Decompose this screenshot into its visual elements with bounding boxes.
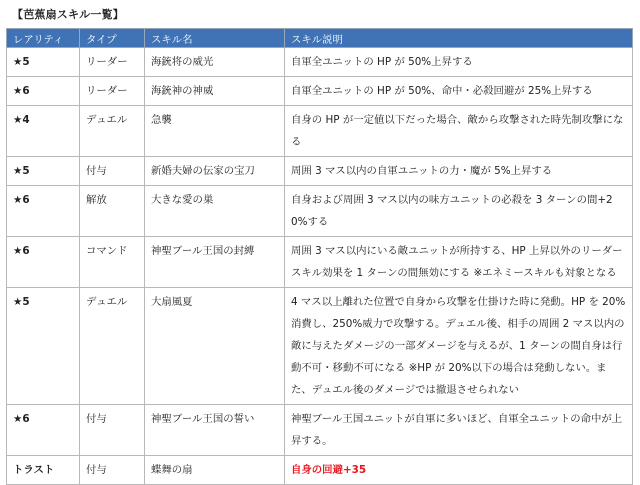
type-cell: 付与 [80,157,145,186]
column-header-rarity: レアリティ [7,29,80,48]
skill-name-cell: 大扇風夏 [145,288,285,405]
skill-description-cell: 自身の回避+35 [285,456,633,485]
skill-name-cell: 海銃神の神威 [145,77,285,106]
rarity-cell: ★6 [7,186,80,237]
table-header-row [7,29,633,48]
table-row [7,405,633,456]
rarity-cell: ★6 [7,405,80,456]
rarity-cell: ★6 [7,77,80,106]
table-row [7,288,633,405]
rarity-cell: ★6 [7,237,80,288]
skill-description-cell: 自軍全ユニットの HP が 50%、命中・必殺回避が 25%上昇する [285,77,633,106]
table-row [7,77,633,106]
rarity-cell: ★5 [7,48,80,77]
skill-description-cell: 周囲 3 マス以内にいる敵ユニットが所持する、HP 上昇以外のリーダースキル効果を 1 ターンの間無効にする ※エネミースキルも対象となる [285,237,633,288]
skill-name-cell: 蝶舞の扇 [145,456,285,485]
column-header-skill-description: スキル説明 [285,29,633,48]
type-cell: 解放 [80,186,145,237]
skill-description-cell: 神聖ブール王国ユニットが自軍に多いほど、自軍全ユニットの命中が上昇する。 [285,405,633,456]
type-cell: デュエル [80,288,145,405]
skill-name-cell: 神聖ブール王国の誓い [145,405,285,456]
type-cell: リーダー [80,77,145,106]
table-row [7,456,633,485]
skill-table [6,28,633,485]
type-cell: リーダー [80,48,145,77]
skill-description-cell: 周囲 3 マス以内の自軍ユニットの力・魔が 5%上昇する [285,157,633,186]
skill-name-cell: 神聖ブール王国の封縛 [145,237,285,288]
skill-description-cell: 自身の HP が一定値以下だった場合、敵から攻撃された時先制攻撃になる [285,106,633,157]
skill-description-cell: 自軍全ユニットの HP が 50%上昇する [285,48,633,77]
page-title: 【芭蕉扇スキル一覧】 [12,8,124,21]
skill-name-cell: 海銃将の威光 [145,48,285,77]
table-row [7,186,633,237]
skill-name-cell: 急襲 [145,106,285,157]
rarity-cell: トラスト [7,456,80,485]
type-cell: 付与 [80,456,145,485]
table-row [7,48,633,77]
skill-name-cell: 新婚夫婦の伝家の宝刀 [145,157,285,186]
skill-name-cell: 大きな愛の巣 [145,186,285,237]
rarity-cell: ★4 [7,106,80,157]
type-cell: コマンド [80,237,145,288]
type-cell: 付与 [80,405,145,456]
column-header-type: タイプ [80,29,145,48]
table-row [7,237,633,288]
table-row [7,106,633,157]
column-header-skill-name: スキル名 [145,29,285,48]
table-row [7,157,633,186]
rarity-cell: ★5 [7,288,80,405]
skill-description-cell: 4 マス以上離れた位置で自身から攻撃を仕掛けた時に発動。HP を 20%消費し、250%威力で攻撃する。デュエル後、相手の周囲 2 マス以内の敵に与えたダメージの一部ダメージを与えるが、1 ターンの間自身は行動不可・移動不可になる ※HP が 20%以下の場合は発動しない。また、デュエル後のダメージでは撤退させられない [285,288,633,405]
type-cell: デュエル [80,106,145,157]
rarity-cell: ★5 [7,157,80,186]
skill-description-cell: 自身および周囲 3 マス以内の味方ユニットの必殺を 3 ターンの間+20%する [285,186,633,237]
